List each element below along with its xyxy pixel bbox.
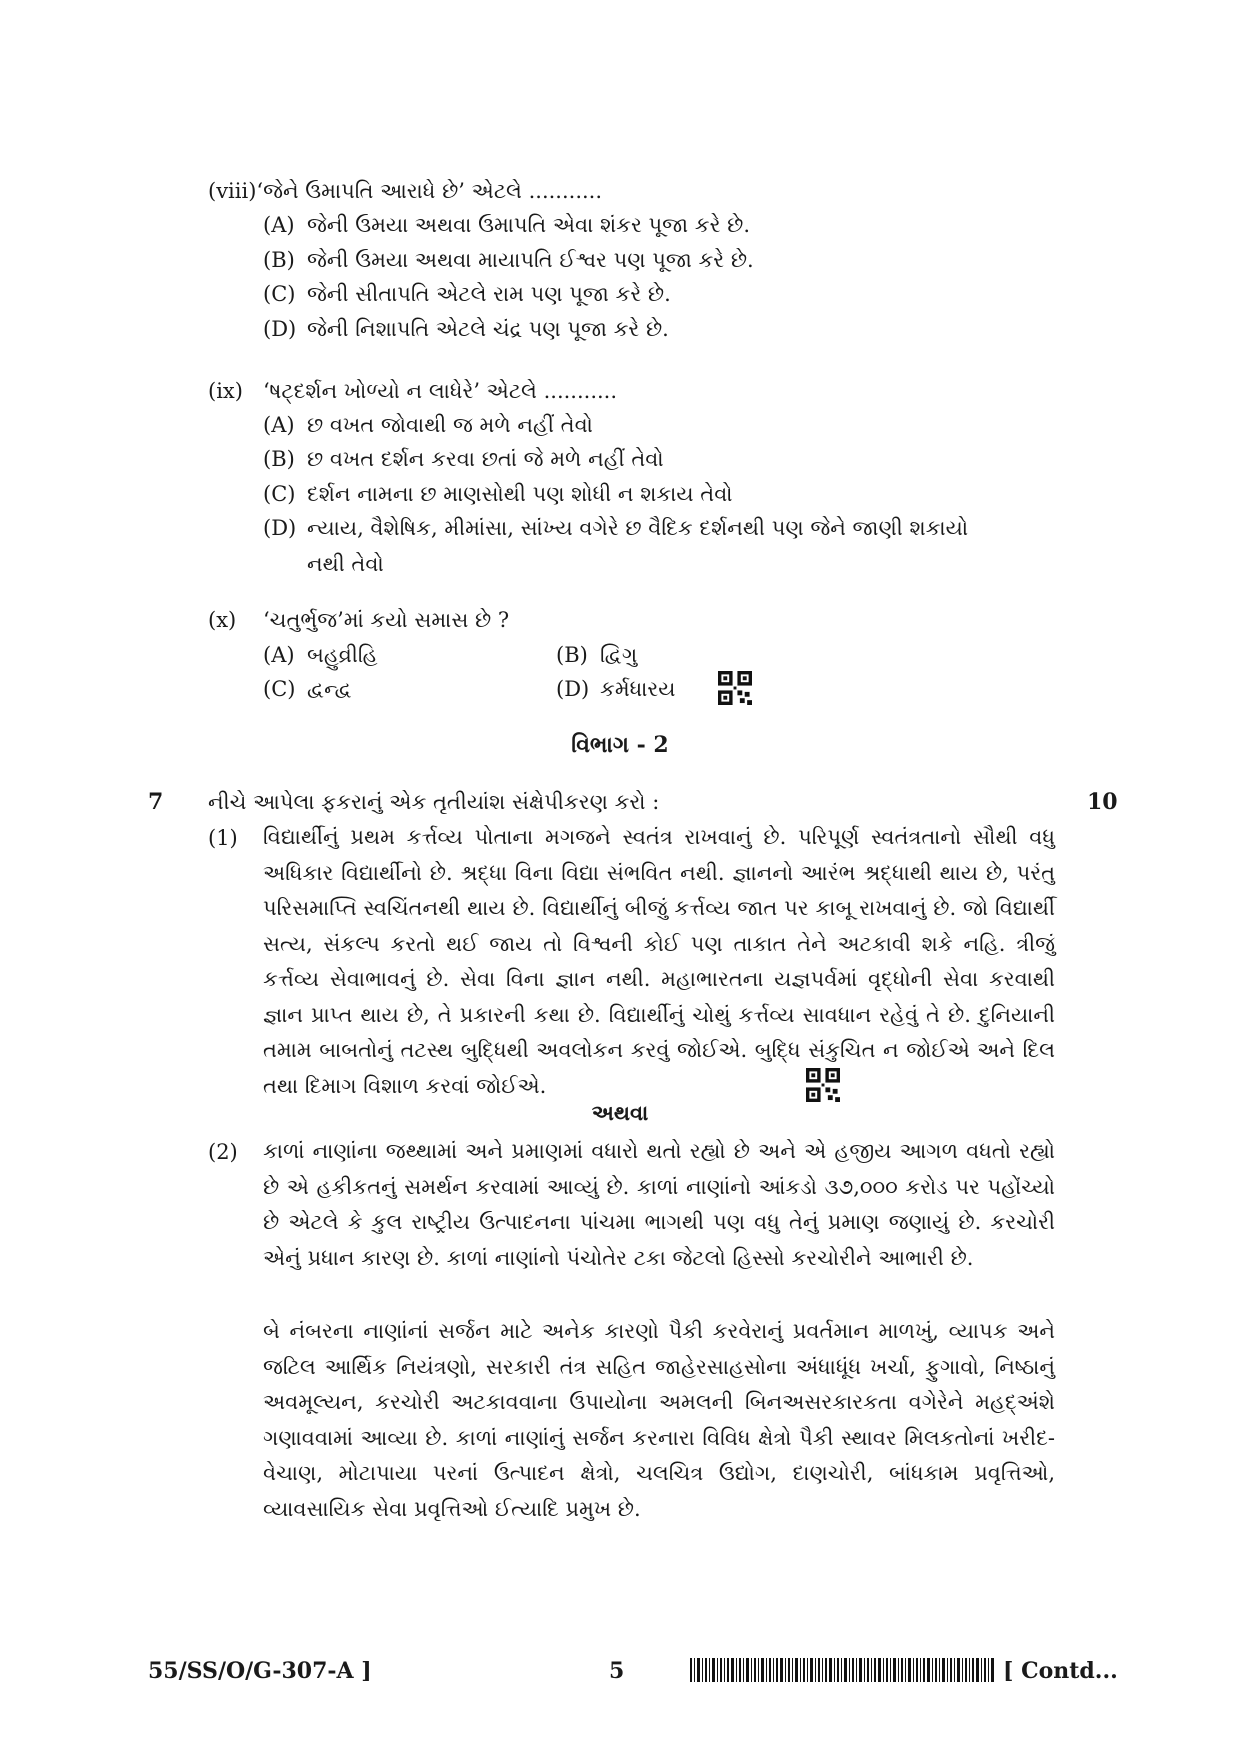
option — [263, 513, 968, 543]
option-text: દ્વિગુ — [600, 643, 638, 667]
option-text: કર્મધારય — [600, 677, 676, 701]
paragraph-label: (2) — [208, 1140, 238, 1164]
option-label: (B) — [263, 248, 295, 272]
option — [263, 210, 750, 240]
option — [263, 479, 733, 509]
option-label: (C) — [263, 677, 296, 701]
option — [263, 444, 664, 474]
option-label: (B) — [263, 447, 295, 471]
option-continuation: નથી તેવો — [307, 552, 384, 576]
option-text: બહુવ્રીહિ — [307, 643, 378, 667]
paper-code: 55/SS/O/G-307-A ] — [148, 1658, 372, 1684]
paragraph-2-continued: બે નંબરના નાણાંનાં સર્જન માટે અનેક કારણો પૈકી કરવેરાનું પ્રવર્તમાન માળખું, વ્યાપક અને જટિલ આર્થિક નિયંત્રણો, સરકારી તંત્ર સહિત જાહેરસાહસોના અંધાધૂંધ ખર્ચા, ફુગાવો, નિષ્ઠાનું અવમૂલ્યન, કરચોરી અટકાવવાના ઉપાયોના અમલની બિનઅસરકારકતા વગેરેને મહદ્અંશે ગણાવવામાં આવ્યા છે. કાળાં નાણાંનું સર્જન કરનારા વિવિધ ક્ષેત્રો પૈકી સ્થાવર મિલકતોનાં ખરીદ-વેચાણ, મોટાપાયા પરનાં ઉત્પાદન ક્ષેત્રો, ચલચિત્ર ઉદ્યોગ, દાણચોરી, બાંધકામ પ્રવૃત્તિઓ, વ્યાવસાયિક સેવા પ્રવૃત્તિઓ ઈત્યાદિ પ્રમુખ છે. — [263, 1319, 1055, 1521]
question-stem: ‘ચતુર્ભુજ’માં કયો સમાસ છે ? — [263, 608, 510, 632]
paragraph-2: કાળાં નાણાંના જથ્થામાં અને પ્રમાણમાં વધારો થતો રહ્યો છે અને એ હજીય આગળ વધતો રહ્યો છે એ હકીકતનું સમર્થન કરવામાં આવ્યું છે. કાળાં નાણાંનો આંકડો ૩૭,૦૦૦ કરોડ પર પહોંચ્યો છે એટલે કે કુલ રાષ્ટ્રીય ઉત્પાદનના પાંચમા ભાગથી પણ વધુ તેનું પ્રમાણ જણાયું છે. કરચોરી એનું પ્રધાન કારણ છે. કાળાં નાણાંનો પંચોતેર ટકા જેટલો હિસ્સો કરચોરીને આભારી છે. — [263, 1139, 1055, 1270]
option — [263, 245, 754, 275]
continued-label: [ Contd... — [1003, 1658, 1118, 1684]
option-text: જેની ઉમયા અથવા માયાપતિ ઈશ્વર પણ પૂજા કરે છે. — [307, 248, 754, 272]
page-number: 5 — [609, 1658, 625, 1684]
option-text: જેની સીતાપતિ એટલે રામ પણ પૂજા કરે છે. — [307, 282, 671, 306]
option-label: (D) — [263, 317, 297, 341]
option — [263, 314, 669, 344]
option-text: દ્વન્દ્વ — [307, 677, 352, 701]
option — [263, 674, 352, 704]
or-label: અથવા — [591, 1100, 649, 1125]
option-text: જેની નિશાપતિ એટલે ચંદ્ર પણ પૂજા કરે છે. — [307, 317, 669, 341]
paragraph-1: વિદ્યાર્થીનું પ્રથમ કર્ત્તવ્ય પોતાના મગજને સ્વતંત્ર રાખવાનું છે. પરિપૂર્ણ સ્વતંત્રતાનો સૌથી વધુ અધિકાર વિદ્યાર્થીનો છે. શ્રદ્ધા વિના વિદ્યા સંભવિત નથી. જ્ઞાનનો આરંભ શ્રદ્ધાથી થાય છે, પરંતુ પરિસમાપ્તિ સ્વચિંતનથી થાય છે. વિદ્યાર્થીનું બીજું કર્ત્તવ્ય જાત પર કાબૂ રાખવાનું છે. જો વિદ્યાર્થી સત્ય, સંકલ્પ કરતો થઈ જાય તો વિશ્વની કોઈ પણ તાકાત તેને અટકાવી શકે નહિ. ત્રીજું કર્ત્તવ્ય સેવાભાવનું છે. સેવા વિના જ્ઞાન નથી. મહાભારતના યજ્ઞપર્વમાં વૃદ્ધોની સેવા કરવાથી જ્ઞાન પ્રાપ્ત થાય છે, તે પ્રકારની કથા છે. વિદ્યાર્થીનું ચોથું કર્ત્તવ્ય સાવધાન રહેવું તે છે. દુનિયાની તમામ બાબતોનું તટસ્થ બુદ્ધિથી અવલોકન કરવું જોઈએ. બુદ્ધિ સંકુચિત ન જોઈએ અને દિલ તથા દિમાગ વિશાળ કરવાં જોઈએ. — [263, 825, 1055, 1098]
option-label: (A) — [263, 413, 295, 437]
question-instruction: નીચે આપેલા ફકરાનું એક તૃતીયાંશ સંક્ષેપીકરણ કરો : — [208, 790, 660, 814]
option — [263, 640, 378, 670]
question-number: 7 — [148, 789, 164, 815]
option-label: (D) — [263, 516, 297, 540]
option — [556, 674, 675, 704]
question-number: (viii) — [208, 179, 257, 203]
question-viii — [208, 176, 602, 206]
question-ix — [208, 376, 617, 406]
question-stem: ‘ષટ્દર્શન ખોળ્યો ન લાધેરે’ એટલે ........... — [263, 379, 618, 403]
option — [556, 640, 637, 670]
option-label: (B) — [556, 643, 588, 667]
option-text: છ વખત દર્શન કરવા છતાં જે મળે નહીં તેવો — [307, 447, 664, 471]
option-text: છ વખત જોવાથી જ મળે નહીં તેવો — [307, 413, 593, 437]
question-number: (ix) — [208, 379, 243, 403]
option-label: (A) — [263, 213, 295, 237]
barcode-icon — [690, 1658, 995, 1682]
paragraph-label: (1) — [208, 826, 238, 850]
option-label: (D) — [556, 677, 590, 701]
question-x — [208, 605, 509, 635]
option-label: (C) — [263, 482, 296, 506]
option-text: જેની ઉમયા અથવા ઉમાપતિ એવા શંકર પૂજા કરે છે. — [307, 213, 751, 237]
question-marks: 10 — [1087, 789, 1118, 815]
option-text: ન્યાય, વૈશેષિક, મીમાંસા, સાંખ્ય વગેરે છ વૈદિક દર્શનથી પણ જેને જાણી શકાયો — [307, 516, 969, 540]
section-title: વિભાગ - 2 — [571, 732, 669, 758]
question-stem: ‘જેને ઉમાપતિ આરાધે છે’ એટલે ........... — [256, 179, 603, 203]
option — [263, 279, 671, 309]
option-label: (C) — [263, 282, 296, 306]
qr-code-icon — [806, 1068, 840, 1102]
option — [263, 410, 593, 440]
option-text: દર્શન નામના છ માણસોથી પણ શોધી ન શકાય તેવો — [307, 482, 733, 506]
question-number: (x) — [208, 608, 237, 632]
option-label: (A) — [263, 643, 295, 667]
qr-code-icon — [718, 671, 752, 705]
